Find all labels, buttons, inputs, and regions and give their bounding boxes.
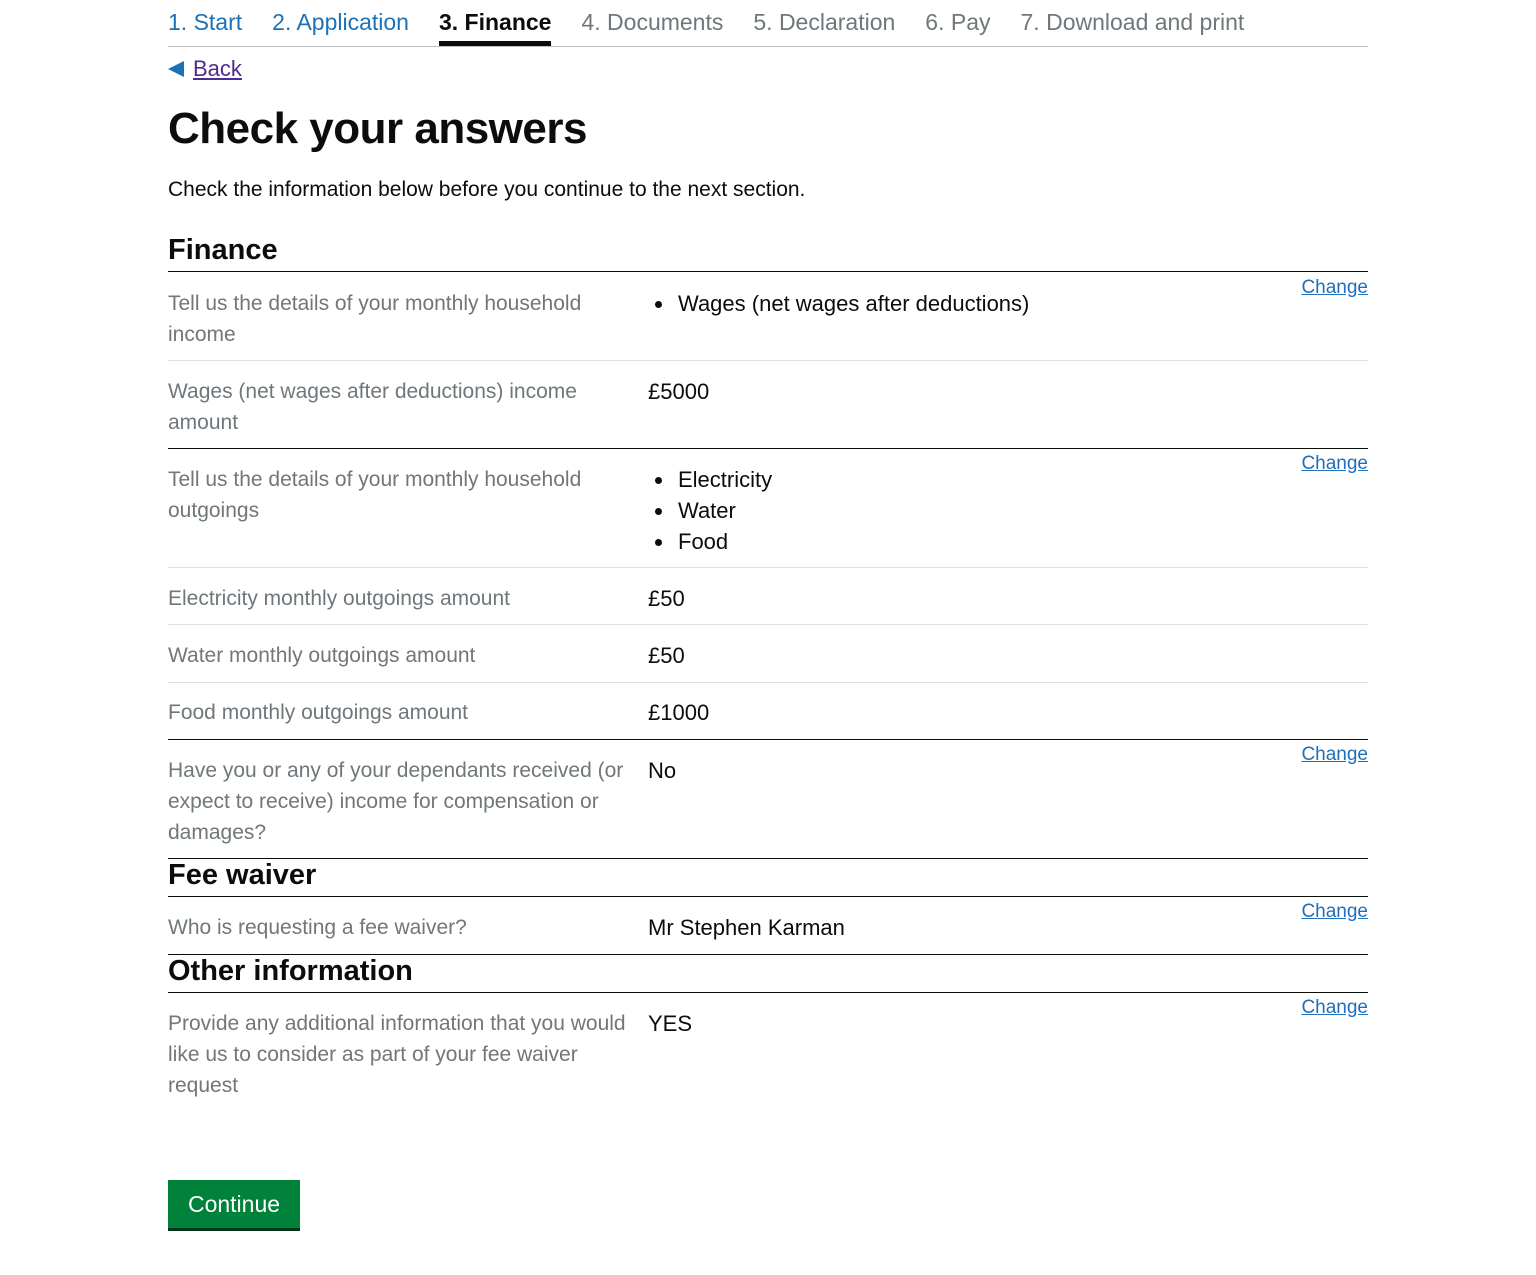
section-heading-fee-waiver: Fee waiver [168, 859, 317, 891]
divider [168, 567, 1368, 568]
row-value: £50 [648, 586, 685, 611]
divider [168, 992, 1368, 993]
divider [168, 739, 1368, 740]
change-link-additional-info[interactable]: Change [1301, 997, 1368, 1018]
intro-text: Check the information below before you continue to the next section. [168, 178, 806, 201]
row-value [648, 288, 1288, 319]
step-pay: 6. Pay [925, 9, 991, 35]
divider [168, 271, 1368, 272]
divider [168, 448, 1368, 449]
divider [168, 858, 1368, 859]
row-key: Who is requesting a fee waiver? [168, 916, 467, 939]
income-list [648, 288, 1288, 319]
divider [168, 896, 1368, 897]
change-link-compensation[interactable]: Change [1301, 744, 1368, 765]
step-download-print: 7. Download and print [1020, 9, 1245, 35]
row-key: Water monthly outgoings amount [168, 644, 476, 667]
row-key: Wages (net wages after deductions) income amount [168, 380, 577, 434]
outgoings-list [648, 464, 1288, 557]
row-value [648, 464, 1288, 557]
back-link[interactable] [168, 56, 242, 82]
section-heading-finance: Finance [168, 234, 278, 266]
list-item: Water [678, 495, 1288, 526]
step-finance-current: 3. Finance [439, 0, 551, 46]
section-heading-other-information: Other information [168, 955, 413, 987]
step-start[interactable]: 1. Start [168, 9, 243, 35]
divider [168, 624, 1368, 625]
page-container [168, 0, 1368, 1217]
step-application[interactable]: 2. Application [272, 9, 409, 35]
row-value: £1000 [648, 700, 710, 725]
step-declaration: 5. Declaration [753, 9, 896, 35]
back-link-label: Back [193, 56, 242, 81]
list-item: Wages (net wages after deductions) [678, 288, 1288, 319]
row-value: No [648, 758, 677, 783]
row-value: £50 [648, 643, 685, 668]
row-value: YES [648, 1011, 693, 1036]
row-value: £5000 [648, 379, 710, 404]
row-key: Tell us the details of your monthly household income [168, 292, 582, 346]
divider [168, 682, 1368, 683]
divider [168, 360, 1368, 361]
row-key: Tell us the details of your monthly household outgoings [168, 468, 582, 522]
page-title: Check your answers [168, 104, 587, 153]
list-item: Electricity [678, 464, 1288, 495]
row-value: Mr Stephen Karman [648, 915, 845, 940]
step-documents: 4. Documents [581, 9, 724, 35]
step-navigation [168, 0, 1368, 47]
row-key: Electricity monthly outgoings amount [168, 587, 510, 610]
continue-button[interactable]: Continue [168, 1180, 300, 1231]
row-key: Food monthly outgoings amount [168, 701, 469, 724]
change-link-fee-waiver[interactable]: Change [1301, 901, 1368, 922]
change-link-income[interactable]: Change [1301, 277, 1368, 298]
back-arrow-icon [168, 61, 184, 77]
row-key: Have you or any of your dependants received (or expect to receive) income for compensation or damages? [168, 759, 624, 844]
row-key: Provide any additional information that you would like us to consider as part of your fee waiver request [168, 1012, 626, 1097]
change-link-outgoings[interactable]: Change [1301, 453, 1368, 474]
list-item: Food [678, 526, 1288, 557]
